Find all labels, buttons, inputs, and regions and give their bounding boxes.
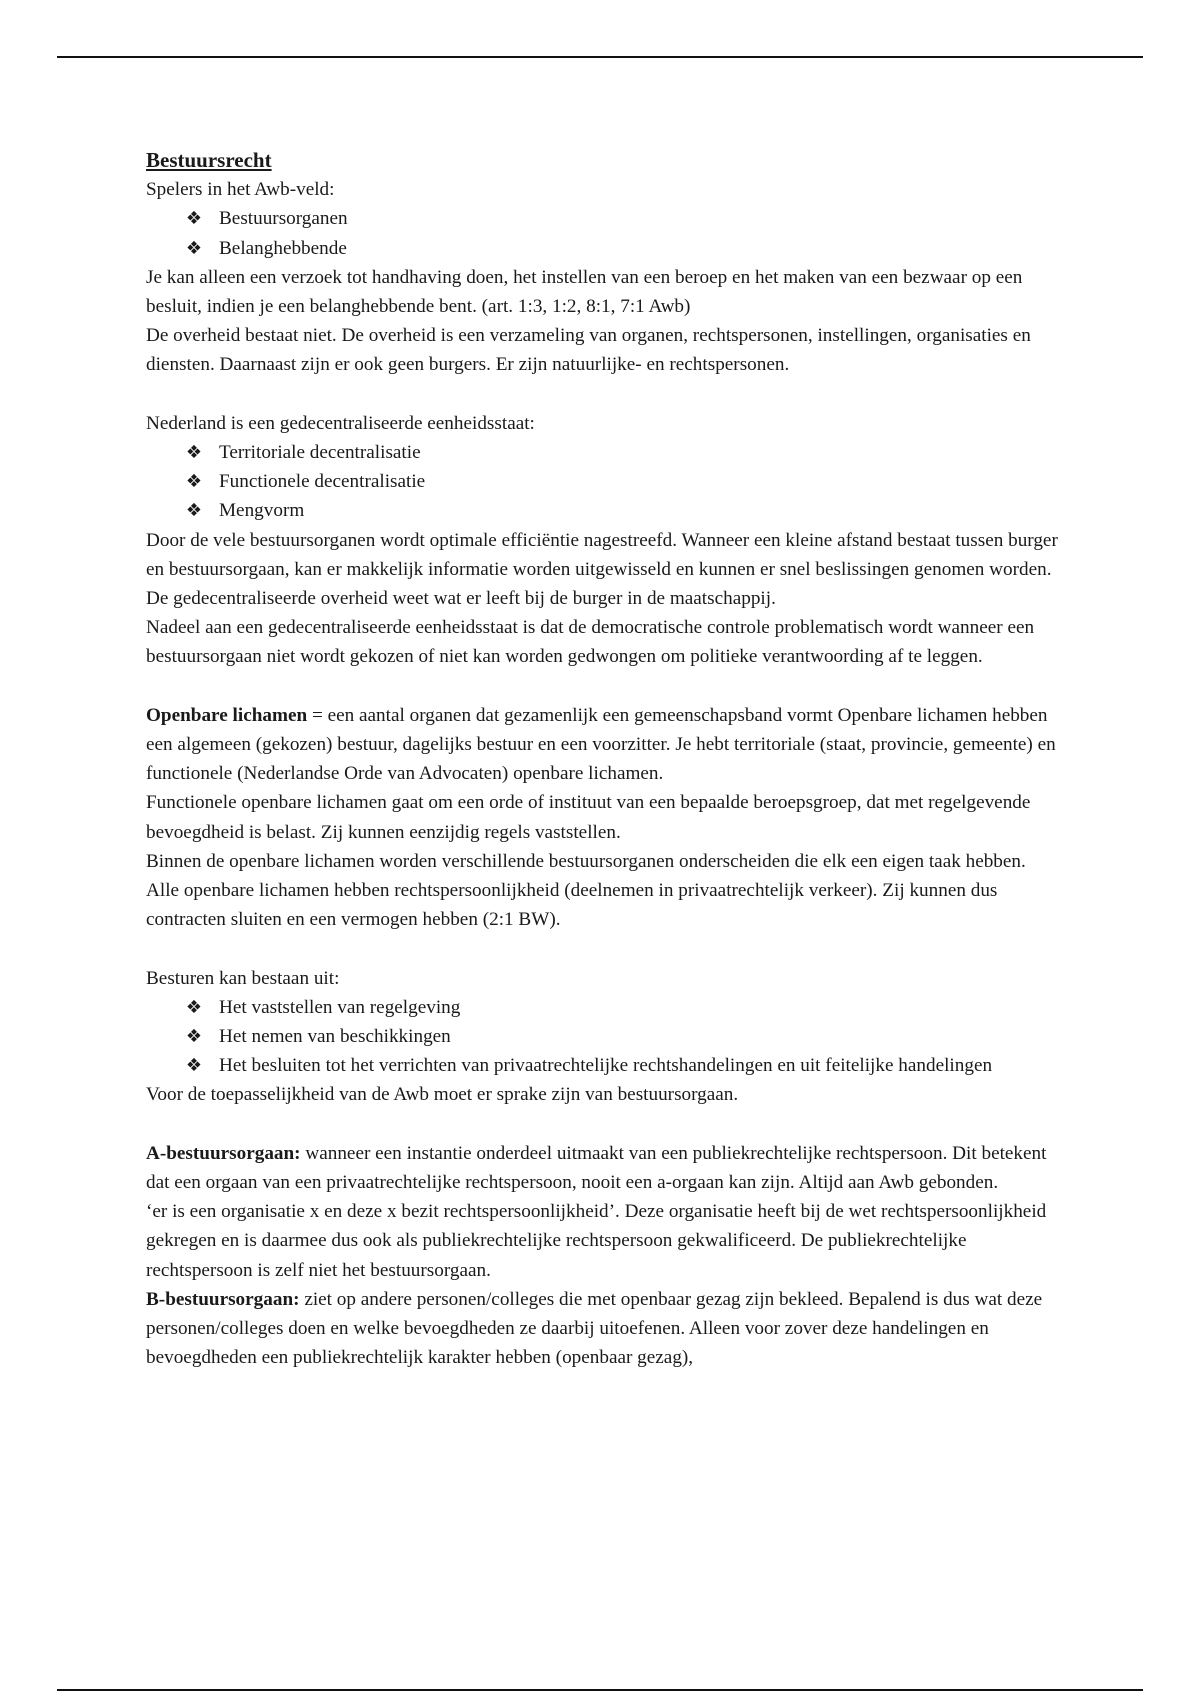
term-openbare-lichamen: Openbare lichamen: [146, 704, 308, 726]
paragraph: De overheid bestaat niet. De overheid is een verzameling van organen, rechtspersonen, instellingen, organisaties en diensten. Daarnaast zijn er ook geen burgers. Er zijn natuurlijke- en rechtspersonen.: [146, 325, 1031, 376]
besturen-list: [146, 993, 1071, 1081]
paragraph: Door de vele bestuursorganen wordt optimale efficiëntie nagestreefd. Wanneer een kleine afstand bestaat tussen burger en bestuursorgaan, kan er makkelijk informatie worden uitgewisseld en kunnen er snel beslissingen genomen worden. De gedecentraliseerde overheid weet wat er leeft bij de burger in de maatschappij.: [146, 529, 1058, 610]
term-a-bestuursorgaan: A-bestuursorgaan:: [146, 1142, 301, 1164]
list-item: ❖ Territoriale decentralisatie: [146, 438, 1071, 467]
list-item: ❖ Belanghebbende: [146, 234, 1071, 263]
decentralisation-list: [146, 438, 1071, 526]
footer-rule: [57, 1689, 1143, 1691]
diamond-bullet-icon: ❖: [185, 237, 203, 259]
paragraph: Nadeel aan een gedecentraliseerde eenheidsstaat is dat de democratische controle problematisch wordt wanneer een bestuursorgaan niet wordt gekozen of niet kan worden gedwongen om politieke verantwoording af te leggen.: [146, 617, 1035, 668]
header-rule: [57, 56, 1143, 58]
paragraph: Functionele openbare lichamen gaat om een orde of instituut van een bepaalde beroepsgroep, dat met regelgevende bevoegdheid is belast. Zij kunnen eenzijdig regels vaststellen.: [146, 792, 1031, 843]
list-item: ❖ Het besluiten tot het verrichten van privaatrechtelijke rechtshandelingen en uit feitelijke handelingen: [146, 1051, 1071, 1080]
paragraph: Alle openbare lichamen hebben rechtspersoonlijkheid (deelnemen in privaatrechtelijk verkeer). Zij kunnen dus contracten sluiten en een vermogen hebben (2:1 BW).: [146, 880, 998, 931]
paragraph: Openbare lichamen = een aantal organen dat gezamenlijk een gemeenschapsband vormt Openbare lichamen hebben een algemeen (gekozen) bestuur, dagelijks bestuur en een voorzitter. Je hebt territoriale (staat, provincie, gemeente) en functionele (Nederlandse Orde van Advocaten) openbare lichamen.: [146, 704, 1056, 785]
diamond-bullet-icon: ❖: [185, 442, 203, 464]
list-item: ❖ Het nemen van beschikkingen: [146, 1022, 1071, 1051]
nl-label: Nederland is een gedecentraliseerde eenheidsstaat:: [146, 412, 535, 434]
diamond-bullet-icon: ❖: [185, 500, 203, 522]
paragraph: Binnen de openbare lichamen worden verschillende bestuursorganen onderscheiden die elk een eigen taak hebben.: [146, 850, 1026, 872]
diamond-bullet-icon: ❖: [185, 1055, 203, 1077]
list-item: ❖ Bestuursorganen: [146, 204, 1071, 233]
diamond-bullet-icon: ❖: [185, 996, 203, 1018]
list-item: ❖ Het vaststellen van regelgeving: [146, 993, 1071, 1022]
players-list: [146, 204, 1071, 262]
diamond-bullet-icon: ❖: [185, 208, 203, 230]
paragraph: Voor de toepasselijkheid van de Awb moet er sprake zijn van bestuursorgaan.: [146, 1084, 739, 1106]
list-item: ❖ Mengvorm: [146, 496, 1071, 525]
paragraph: A-bestuursorgaan: wanneer een instantie onderdeel uitmaakt van een publiekrechtelijke rechtspersoon. Dit betekent dat een orgaan van een privaatrechtelijke rechtspersoon, nooit een a-orgaan kan zijn. Altijd aan Awb gebonden.: [146, 1142, 1047, 1194]
paragraph: ‘er is een organisatie x en deze x bezit rechtspersoonlijkheid’. Deze organisatie heeft bij de wet rechtspersoonlijkheid gekregen en is daarmee dus ook als publiekrechtelijke rechtspersoon gekwalificeerd. De publiekrechtelijke rechtspersoon is zelf niet het bestuursorgaan.: [146, 1201, 1047, 1281]
diamond-bullet-icon: ❖: [185, 471, 203, 493]
besturen-label: Besturen kan bestaan uit:: [146, 967, 340, 989]
document-title: Bestuursrecht: [146, 148, 272, 172]
term-b-bestuursorgaan: B-bestuursorgaan:: [146, 1288, 300, 1310]
document-body: [146, 146, 1071, 1372]
diamond-bullet-icon: ❖: [185, 1026, 203, 1048]
list-item: ❖ Functionele decentralisatie: [146, 467, 1071, 496]
paragraph: B-bestuursorgaan: ziet op andere personen/colleges die met openbaar gezag zijn bekleed. Bepalend is dus wat deze personen/colleges doen en welke bevoegdheden ze daarbij uitoefenen. Alleen voor zover deze handelingen en bevoegdheden een publiekrechtelijk karakter hebben (openbaar gezag),: [146, 1288, 1043, 1369]
intro-label: Spelers in het Awb-veld:: [146, 179, 335, 201]
paragraph: Je kan alleen een verzoek tot handhaving doen, het instellen van een beroep en het maken van een bezwaar op een besluit, indien je een belanghebbende bent. (art. 1:3, 1:2, 8:1, 7:1 Awb): [146, 266, 1023, 318]
